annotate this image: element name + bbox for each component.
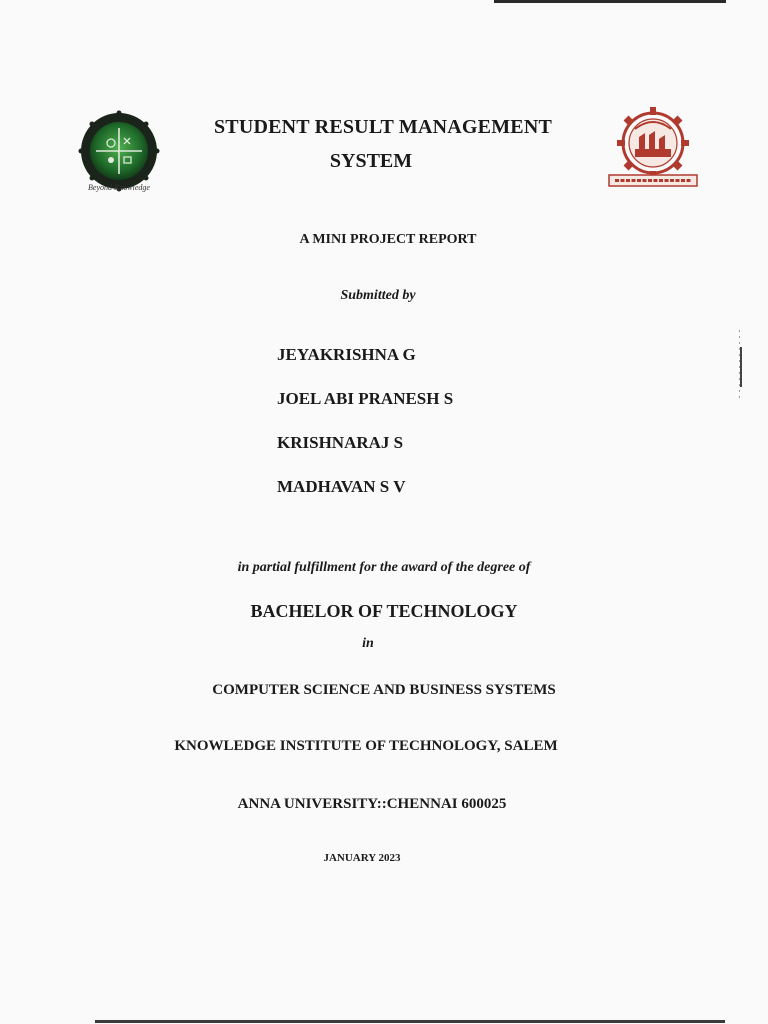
department-name: COMPUTER SCIENCE AND BUSINESS SYSTEMS [212,682,556,698]
report-date: JANUARY 2023 [323,852,401,864]
in-label: in [362,636,374,651]
author-name: JEYAKRISHNA G [277,345,416,364]
report-title-line-2: SYSTEM [329,150,413,172]
degree-name: BACHELOR OF TECHNOLOGY [250,601,518,621]
author-name: JOEL ABI PRANESH S [277,389,454,408]
author-name: MADHAVAN S V [277,477,406,496]
logo-caption: Beyond Knowledge [88,183,150,192]
university-name: ANNA UNIVERSITY::CHENNAI 600025 [237,796,507,812]
scan-artifact-mark [740,347,742,387]
submitted-by-label: Submitted by [340,288,416,303]
report-subtitle: A MINI PROJECT REPORT [299,232,477,247]
author-name: KRISHNARAJ S [277,433,404,452]
anna-university-emblem-icon [605,105,701,191]
scan-edge-top [494,0,726,3]
fulfillment-statement: in partial fulfillment for the award of the degree of [237,560,531,575]
scan-edge-bottom [95,1020,725,1023]
author-list [277,344,453,520]
institute-name: KNOWLEDGE INSTITUTE OF TECHNOLOGY, SALEM [174,738,558,754]
report-title-line-1: STUDENT RESULT MANAGEMENT [213,116,553,138]
